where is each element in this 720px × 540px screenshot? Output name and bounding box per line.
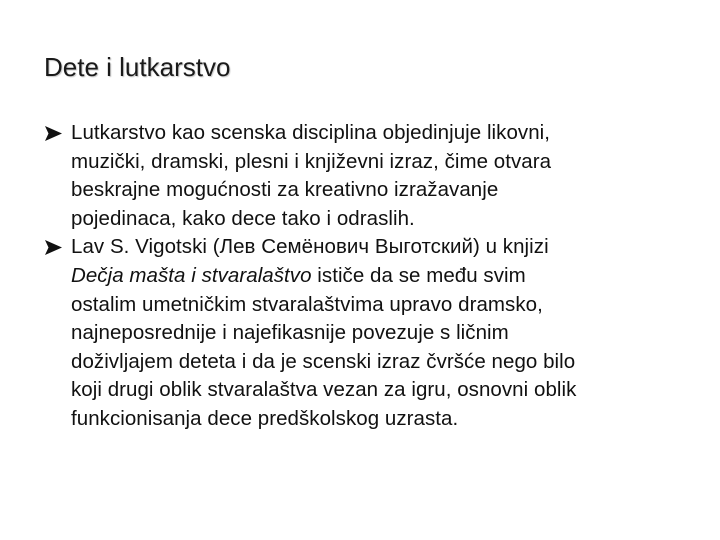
bullet-line: muzički, dramski, plesni i književni izraz, čime otvara xyxy=(71,149,552,173)
slide-body xyxy=(44,119,684,434)
book-title: Dečja mašta i stvaralaštvo xyxy=(71,263,312,287)
bullet-item xyxy=(44,119,684,233)
bullet-line: najneposrednije i najefikasnije povezuje s ličnim xyxy=(71,321,509,345)
slide-title: Dete i lutkarstvo xyxy=(44,52,231,82)
bullet-line: doživljajem deteta i da je scenski izraz čvršće nego bilo xyxy=(71,349,576,373)
bullet-line-rest: ističe da se među svim xyxy=(311,263,526,287)
bullet-line: ostalim umetničkim stvaralaštvima upravo dramsko, xyxy=(71,292,543,316)
bullet-line: Lutkarstvo kao scenska disciplina objedinjuje likovni, xyxy=(71,121,551,144)
bullet-line: beskrajne mogućnosti za kreativno izražavanje xyxy=(71,178,499,202)
arrowhead-bullet-icon xyxy=(44,233,66,262)
bullet-line: koji drugi oblik stvaralaštva vezan za igru, osnovni oblik xyxy=(71,378,577,402)
bullet-item xyxy=(44,233,684,433)
bullet-line xyxy=(71,262,684,291)
bullet-line: pojedinaca, kako dece tako i odraslih. xyxy=(71,206,415,230)
bullet-line: funkcionisanja dece predškolskog uzrasta. xyxy=(71,406,459,430)
arrowhead-bullet-icon xyxy=(44,119,66,148)
bullet-line: Lav S. Vigotski (Лев Семёнович Выготский) u knjizi xyxy=(71,235,549,259)
